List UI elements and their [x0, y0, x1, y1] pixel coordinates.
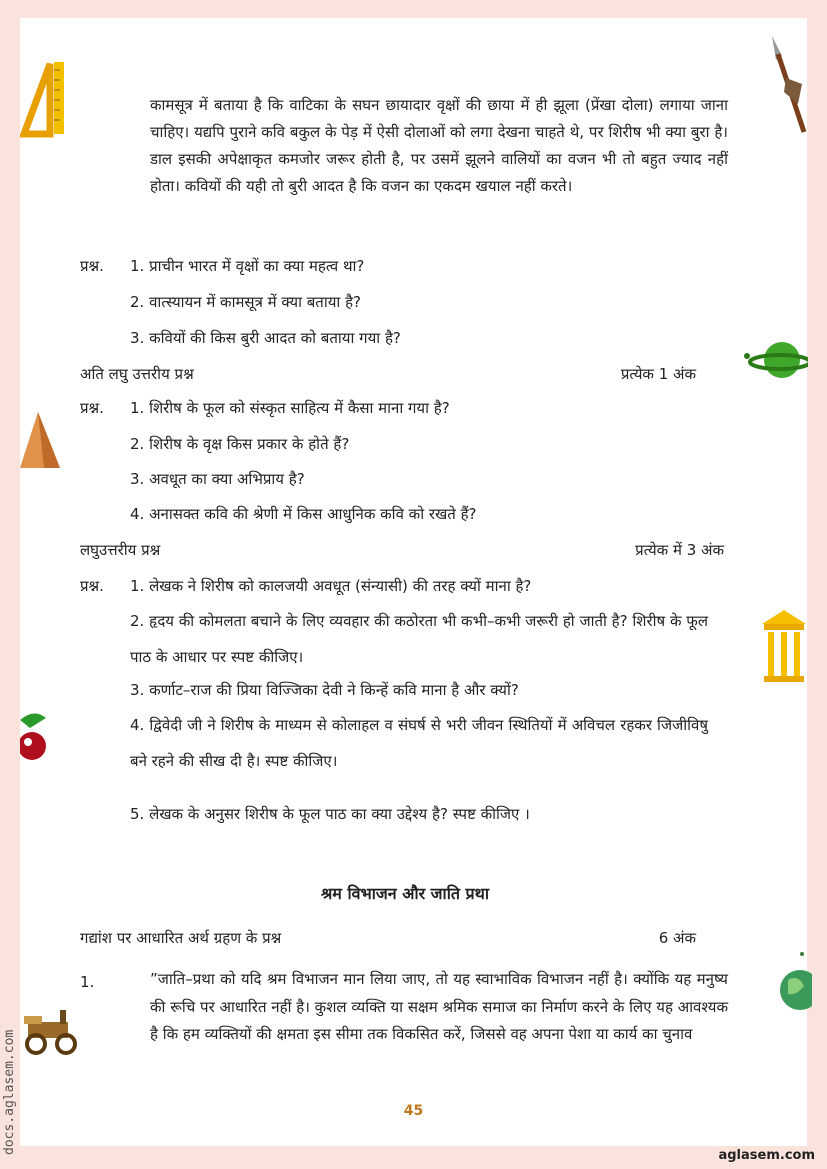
side-watermark: docs.aglasem.com [2, 1029, 17, 1155]
question-label: प्रश्न. [80, 257, 104, 275]
pyramid-icon [20, 410, 60, 470]
passage2-paragraph: ”जाति–प्रथा को यदि श्रम विभाजन मान लिया जाए, तो यह स्वाभाविक विभाजन नहीं है। क्योंकि यह मनुष्य की रूचि पर आधारित नहीं है। कुशल व्यक्ति या सक्षम श्रमिक समाज का निर्माण करने के लिए यह आवश्यक है कि हम व्यक्तियों की क्षमता इस सीमा तक विकसित करें, जिससे वह अपना पेशा या कार्य का चुनाव [150, 970, 728, 1043]
planet-icon [742, 336, 808, 382]
section-title: लघुउत्तरीय प्रश्न [80, 541, 161, 559]
section-marks: 6 अंक [658, 929, 696, 947]
ruler-triangle-icon [20, 60, 68, 138]
question-text: 1. प्राचीन भारत में वृक्षों का क्या महत्व था? [130, 257, 365, 275]
question-label: प्रश्न. [80, 577, 104, 595]
chapter-title: श्रम विभाजन और जाति प्रथा [320, 884, 490, 903]
section-marks: प्रत्येक में 3 अंक [635, 541, 724, 559]
question-text: 2. हृदय की कोमलता बचाने के लिए व्यवहार की कठोरता भी कभी–कभी जरूरी हो जाती है? शिरीष के फूल पाठ के आधार पर स्पष्ट कीजिए। [130, 612, 708, 666]
spear-tool-icon [768, 34, 812, 134]
fruit-icon [20, 708, 54, 768]
pillar-temple-icon [760, 608, 808, 684]
question-text: 2. शिरीष के वृक्ष किस प्रकार के होते हैं? [130, 435, 350, 453]
section-title: गद्यांश पर आधारित अर्थ ग्रहण के प्रश्न [80, 929, 282, 947]
page-number: 45 [403, 1103, 424, 1119]
globe-icon [776, 950, 812, 1016]
section-title: अति लघु उत्तरीय प्रश्न [80, 365, 194, 383]
question-text: 3. अवधूत का क्या अभिप्राय है? [130, 470, 305, 488]
question-text: 2. वात्स्यायन में कामसूत्र में क्या बताया है? [130, 293, 362, 311]
section-marks: प्रत्येक 1 अंक [620, 365, 696, 383]
question-text: 1. लेखक ने शिरीष को कालजयी अवधूत (संन्यासी) की तरह क्यों माना है? [130, 577, 532, 595]
question-text: 1. शिरीष के फूल को संस्कृत साहित्य में कैसा माना गया है? [130, 399, 450, 417]
question-text: 4. अनासक्त कवि की श्रेणी में किस आधुनिक कवि को रखते हैं? [130, 505, 477, 523]
question-text: 3. कर्णाट–राज की प्रिया विज्जिका देवी ने किन्हें कवि माना है और क्यों? [130, 681, 519, 699]
steam-car-icon [20, 1000, 82, 1056]
question-text: 3. कवियों की किस बुरी आदत को बताया गया है? [130, 329, 401, 347]
footer-site: aglasem.com [718, 1148, 815, 1163]
question-text: 4. द्विवेदी जी ने शिरीष के माध्यम से कोलाहल व संघर्ष से भरी जीवन स्थितियों में अविचल रहकर जिजीविषु बने रहने की सीख दी है। स्पष्ट कीजिए। [130, 716, 708, 770]
question-label: प्रश्न. [80, 399, 104, 417]
passage-number: 1. [80, 973, 95, 991]
question-text: 5. लेखक के अनुसर शिरीष के फूल पाठ का क्या उद्देश्य है? स्पष्ट कीजिए । [130, 805, 530, 823]
passage-paragraph: कामसूत्र में बताया है कि वाटिका के सघन छायादार वृक्षों की छाया में ही झूला (प्रेंखा दोला) लगाया जाना चाहिए। यद्यपि पुराने कवि बकुल के पेड़ में ऐसी दोलाओं को लगा देखना चाहते थे, पर शिरीष भी क्या बुरा है। डाल इसकी अपेक्षाकृत कमजोर जरूर होती है, पर उसमें झूलने वालियों का वजन भी तो बहुत ज्याद नहीं होता। कवियों की यही तो बुरी आदत है कि वजन का एकदम खयाल नहीं करते। [150, 96, 728, 195]
